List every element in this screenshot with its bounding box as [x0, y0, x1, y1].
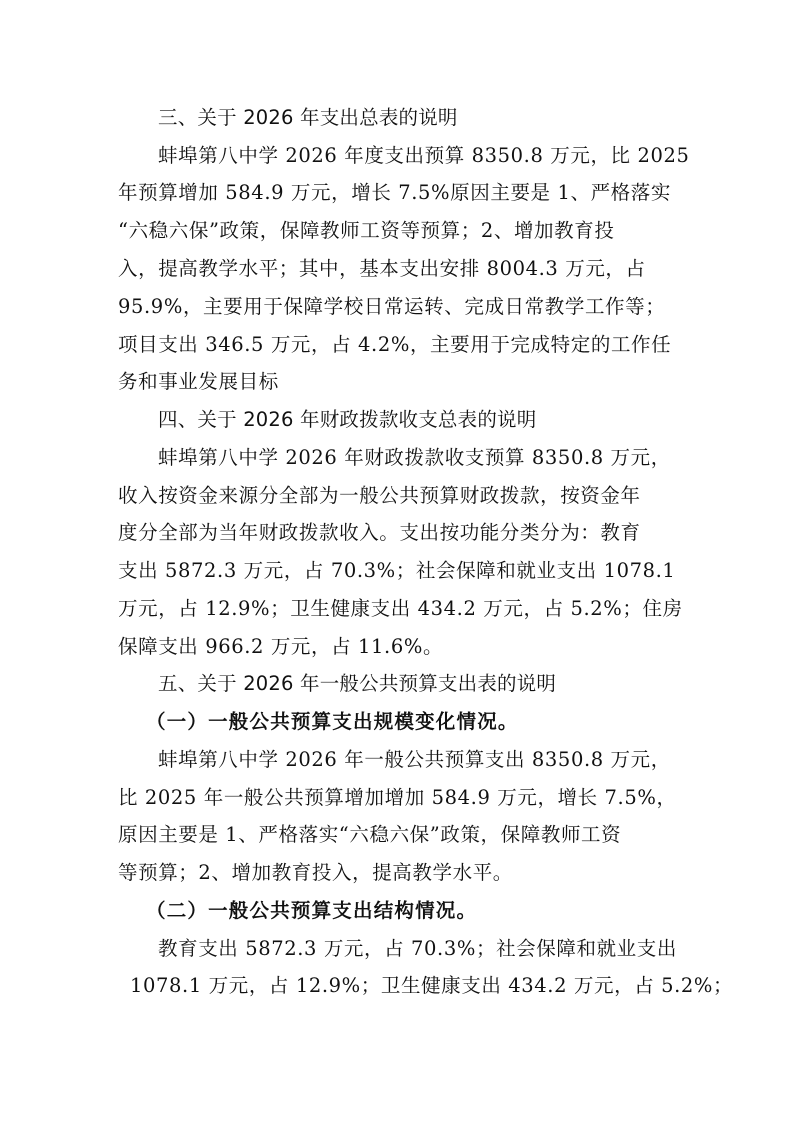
paragraph-line: 蚌埠第八中学 2026 年一般公共预算支出 8350.8 万元， [158, 748, 671, 771]
section-4-heading: 四、关于 2026 年财政拨款收支总表的说明 [158, 408, 537, 431]
paragraph-line: 支出 5872.3 万元，占 70.3%；社会保障和就业支出 1078.1 [118, 559, 676, 582]
paragraph-line: 万元，占 12.9%；卫生健康支出 434.2 万元，占 5.2%；住房 [118, 597, 683, 620]
paragraph-line: “六稳六保”政策，保障教师工资等预算；2、增加教育投 [118, 219, 615, 242]
paragraph-line: 比 2025 年一般公共预算增加增加 584.9 万元，增长 7.5%， [118, 786, 677, 809]
section-3-heading: 三、关于 2026 年支出总表的说明 [158, 106, 458, 129]
paragraph-line: 度分全部为当年财政拨款收入。支出按功能分类分为：教育 [118, 521, 641, 544]
subsection-2-heading: （二）一般公共预算支出结构情况。 [146, 899, 478, 922]
section-5-heading: 五、关于 2026 年一般公共预算支出表的说明 [158, 672, 557, 695]
paragraph-line: 项目支出 346.5 万元，占 4.2%，主要用于完成特定的工作任 [118, 333, 672, 356]
paragraph-line: 原因主要是 1、严格落实“六稳六保”政策，保障教师工资 [118, 823, 622, 846]
subsection-1-heading: （一）一般公共预算支出规模变化情况。 [146, 710, 519, 733]
paragraph-line: 等预算；2、增加教育投入，提高教学水平。 [118, 861, 513, 884]
paragraph-line: 1078.1 万元，占 12.9%；卫生健康支出 434.2 万元，占 5.2%； [130, 974, 734, 997]
paragraph-line: 务和事业发展目标 [118, 370, 279, 393]
paragraph-line: 95.9%，主要用于保障学校日常运转、完成日常教学工作等； [118, 295, 666, 318]
paragraph-line: 蚌埠第八中学 2026 年度支出预算 8350.8 万元，比 2025 [158, 144, 690, 167]
paragraph-line: 蚌埠第八中学 2026 年财政拨款收支预算 8350.8 万元， [158, 446, 671, 469]
paragraph-line: 入，提高教学水平；其中，基本支出安排 8004.3 万元，占 [118, 257, 646, 280]
paragraph-line: 保障支出 966.2 万元，占 11.6%。 [118, 635, 444, 658]
paragraph-line: 年预算增加 584.9 万元，增长 7.5%原因主要是 1、严格落实 [118, 181, 671, 204]
paragraph-line: 教育支出 5872.3 万元，占 70.3%；社会保障和就业支出 [158, 937, 677, 960]
paragraph-line: 收入按资金来源分全部为一般公共预算财政拨款，按资金年 [118, 484, 641, 507]
